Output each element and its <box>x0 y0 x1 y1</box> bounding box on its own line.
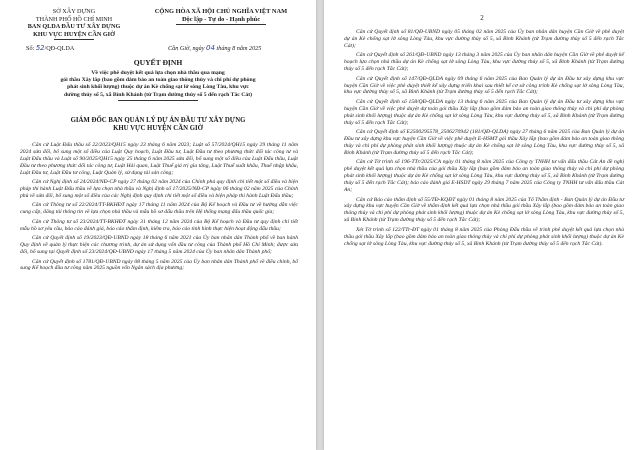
legal-basis-paragraph: Căn cứ Tờ trình số 196-TTr/2025/CA ngày 01 tháng 8 năm 2025 của Công ty TNHH tư vấn đấu thầu Cát An đề nghị phê duyệt kết quả lựa chọn nhà thầu của gói thầu Xây lắp (bao gồm đảm bảo an toàn giao thông thủy và chi phí dự phòng phát sinh khối lượng) thuộc dự án Kè chống sạt lở sông Lòng Tàu, khu vực đường thủy số 5, xã Bình Khánh (từ Trạm đường thủy số 5 đến rạch Tắc Cát); báo cáo đánh giá E-HSDT ngày 29 tháng 7 năm 2025 của Công ty TNHH tư vấn đấu thầu Cát An; <box>344 159 624 193</box>
legal-basis-paragraph: Căn cứ Quyết định số 19/2023/QĐ-UBND ngày 18 tháng 6 năm 2021 của Ủy ban nhân dân Thành phố về ban hành Quy định về quản lý thực hiện các chương trình, dự án sử dụng vốn đầu tư công của Thành phố Hồ Chí Minh; được sửa đổi, bổ sung tại Quyết định số 23/2024/QĐ-UBND ngày 17 tháng 5 năm 2024 của Ủy ban nhân dân Thành phố; <box>20 235 298 256</box>
document-subject <box>20 70 296 101</box>
doc-number-handwritten: 52 <box>35 44 45 52</box>
legal-basis-paragraph: Căn cứ Quyết định số E2500295578_2506270942 (181/QĐ-QLDA) ngày 27 tháng 6 năm 2025 của Ban Quản lý dự án Đầu tư xây dựng khu vực huyện Cần Giờ về việc phê duyệt E-HSMT gói thầu Xây lắp (bao gồm đảm bảo an toàn giao thông thủy và chi phí dự phòng phát sinh khối lượng) thuộc dự án Kè chống sạt lở sông Lòng Tàu, khu vực đường thủy số 5, xã Bình Khánh (từ Trạm đường thủy số 5 đến rạch Tắc Cát); <box>344 129 624 156</box>
legal-basis-paragraph: Căn cứ Quyết định số 1781/QĐ-UBND ngày 08 tháng 5 năm 2025 của Ủy ban nhân dân Thành phố về điều chỉnh, bổ sung Kế hoạch đầu tư công năm 2025 nguồn vốn Ngân sách địa phương; <box>20 258 298 272</box>
legal-basis-paragraph: Căn cứ Thông tư số 23/2024/TT-BKHĐT ngày 31 tháng 12 năm 2024 của Bộ Kế hoạch và Đầu tư quy định chi tiết mẫu hồ sơ yêu cầu, báo cáo đánh giá, báo cáo thẩm định, kiểm tra, báo cáo tình hình thực hiện hoạt động đấu thầu; <box>20 218 298 232</box>
doc-number-suffix: /QĐ-QLDA <box>44 45 75 52</box>
place-date-suffix: tháng 8 năm 2025 <box>216 45 262 52</box>
authority-line: KHU VỰC HUYỆN CẦN GIỜ <box>113 125 203 133</box>
place-date-prefix: Cần Giờ, ngày <box>168 45 205 52</box>
document-page-2 <box>324 0 640 450</box>
document-title: QUYẾT ĐỊNH <box>133 58 183 67</box>
subject-line: phát sinh khối lượng) thuộc dự án Kè chống sạt lở sông Lòng Tàu, khu vực <box>67 84 249 91</box>
legal-basis-paragraph: Căn cứ Luật Đấu thầu số 22/2023/QH15 ngày 23 tháng 6 năm 2023; Luật số 57/2024/QH15 ngày 29 tháng 11 năm 2024 sửa đổi, bổ sung một số điều của Luật Quy hoạch, Luật Đầu tư, Luật Đầu tư theo phương thức đối tác công tư và Luật Đấu thầu và Luật số 90/2025/QH15 ngày 25 tháng 6 năm 2025 sửa đổi, bổ sung một số điều của Luật Đấu thầu, Luật Đầu tư theo phương thức đối tác công tư, Luật Hải quan, Luật Thuế giá trị gia tăng, Luật Thuế xuất khẩu, Thuế nhập khẩu, Luật Đầu tư, Luật Đầu tư công, Luật Quản lý, sử dụng tài sản công; <box>20 142 298 176</box>
legal-basis-list-page-1 <box>20 142 298 275</box>
subject-line: Về việc phê duyệt kết quả lựa chọn nhà thầu qua mạng <box>91 70 225 76</box>
agency-line-4: KHU VỰC HUYỆN CẦN GIỜ <box>33 30 115 38</box>
authority-line: GIÁM ĐỐC BAN QUẢN LÝ DỰ ÁN ĐẦU TƯ XÂY DỰNG <box>70 117 246 124</box>
national-header <box>136 8 306 25</box>
subject-line: đường thủy số 5, xã Bình Khánh (từ Trạm đường thủy số 5 đến rạch Tắc Cát) <box>64 91 252 98</box>
agency-line-3: BAN QLDA ĐẦU TƯ XÂY DỰNG <box>27 23 121 31</box>
motto-underline <box>176 24 266 25</box>
legal-basis-paragraph: Căn cứ Báo cáo thẩm định số 55/TĐ-KQĐT ngày 01 tháng 8 năm 2025 của Tổ Thẩm định - Ban Quản lý dự án Đầu tư xây dựng khu vực huyện Cần Giờ về thẩm định kết quả lựa chọn nhà thầu gói thầu Xây lắp (bao gồm đảm bảo an toàn giao thông thủy và chi phí dự phòng phát sinh khối lượng) thuộc dự án Kè chống sạt lở sông Lòng Tàu, khu vực đường thủy số 5, xã Bình Khánh (từ Trạm đường thủy số 5 đến rạch Tắc Cát); <box>344 196 624 224</box>
agency-line-1: SỞ XÂY DỰNG <box>52 8 96 15</box>
agency-line-2: THÀNH PHỐ HỒ CHÍ MINH <box>35 15 113 23</box>
legal-basis-paragraph: Căn cứ Quyết định số 261/QĐ-UBND ngày 13 tháng 3 năm 2025 của Ủy ban nhân dân huyện Cần Giờ về phê duyệt kế hoạch lựa chọn nhà thầu dự án Kè chống sạt lở sông Lòng Tàu, khu vực đường thủy số 5, xã Bình Khánh (từ Trạm đường thủy số 5 đến rạch Tắc Cát); <box>344 52 624 73</box>
place-date <box>168 44 261 52</box>
legal-basis-paragraph: Căn cứ Quyết định số 158/QĐ-QLDA ngày 13 tháng 6 năm 2025 của Ban Quản lý dự án Đầu tư xây dựng khu vực huyện Cần Giờ về việc phê duyệt dự toán gói thầu Xây lắp (bao gồm đảm bảo an toàn giao thông thủy và chi phí dự phòng phát sinh khối lượng) thuộc dự án Kè chống sạt lở sông Lòng Tàu, khu vực đường thủy số 5, xã Bình Khánh (từ Trạm đường thủy số 5 đến rạch Tắc Cát); <box>344 98 624 126</box>
legal-basis-paragraph: Xét Tờ trình số 122/TTr-ĐT ngày 01 tháng 8 năm 2025 của Phòng Đấu thầu về trình phê duyệt kết quả lựa chọn nhà thầu gói thầu Xây lắp (bao gồm đảm bảo an toàn giao thông thủy và chi phí dự phòng phát sinh khối lượng) thuộc dự án Kè chống sạt lở sông Lòng Tàu, khu vực đường thủy số 5, xã Bình Khánh (từ Trạm đường thủy số 5 đến rạch Tắc Cát). <box>344 226 624 247</box>
page-number: 2 <box>480 14 484 22</box>
document-page-1 <box>0 0 316 450</box>
legal-basis-list-page-2 <box>344 29 624 250</box>
national-motto: Độc lập - Tự do - Hạnh phúc <box>181 15 261 23</box>
place-date-day-handwritten: 04 <box>206 44 215 52</box>
document-number <box>26 44 74 52</box>
agency-underline <box>54 39 94 40</box>
legal-basis-paragraph: Căn cứ Nghị định số 24/2024/NĐ-CP ngày 27 tháng 02 năm 2024 của Chính phủ quy định chi tiết một số điều và biện pháp thi hành Luật Đấu thầu về lựa chọn nhà thầu và Nghị định số 17/2025/NĐ-CP ngày 06 tháng 02 năm 2025 của Chính phủ về sửa đổi, bổ sung một số điều của các Nghị định quy định chi tiết một số điều và biện pháp thi hành Luật Đấu thầu; <box>20 179 298 199</box>
subject-line: gói thầu Xây lắp (bao gồm đảm bảo an toàn giao thông thủy và chi phí dự phòng <box>60 77 256 84</box>
doc-number-prefix: Số: <box>26 45 35 52</box>
subject-underline <box>118 100 198 101</box>
national-title: CỘNG HÒA XÃ HỘI CHỦ NGHĨA VIỆT NAM <box>154 8 288 15</box>
issuing-authority <box>10 117 306 133</box>
issuing-agency-header <box>18 8 130 40</box>
legal-basis-paragraph: Căn cứ Thông tư số 22/2024/TT-BKHĐT ngày 17 tháng 11 năm 2024 của Bộ Kế hoạch và Đầu tư về hướng dẫn việc cung cấp, đăng tải thông tin về lựa chọn nhà thầu và mẫu hồ sơ đấu thầu trên Hệ thống mạng đấu thầu quốc gia; <box>20 202 298 216</box>
legal-basis-paragraph: Căn cứ Quyết định số 147/QĐ-QLDA ngày 09 tháng 6 năm 2025 của Ban Quản lý dự án Đầu tư xây dựng khu vực huyện Cần Giờ về việc phê duyệt thiết kế xây dựng triển khai sau thiết kế cơ sở công trình Kè chống sạt lở sông Lòng Tàu, khu vực đường thủy số 5, xã Bình Khánh (từ Trạm đường thủy số 5 đến rạch Tắc Cát); <box>344 75 624 96</box>
legal-basis-paragraph: Căn cứ Quyết định số 81/QĐ-UBND ngày 05 tháng 02 năm 2025 của Ủy ban nhân dân huyện Cần Giờ về phê duyệt dự án Kè chống sạt lở sông Lòng Tàu, khu vực đường thủy số 5, xã Bình Khánh (từ Trạm đường thủy số 5 đến rạch Tắc Cát); <box>344 29 624 49</box>
